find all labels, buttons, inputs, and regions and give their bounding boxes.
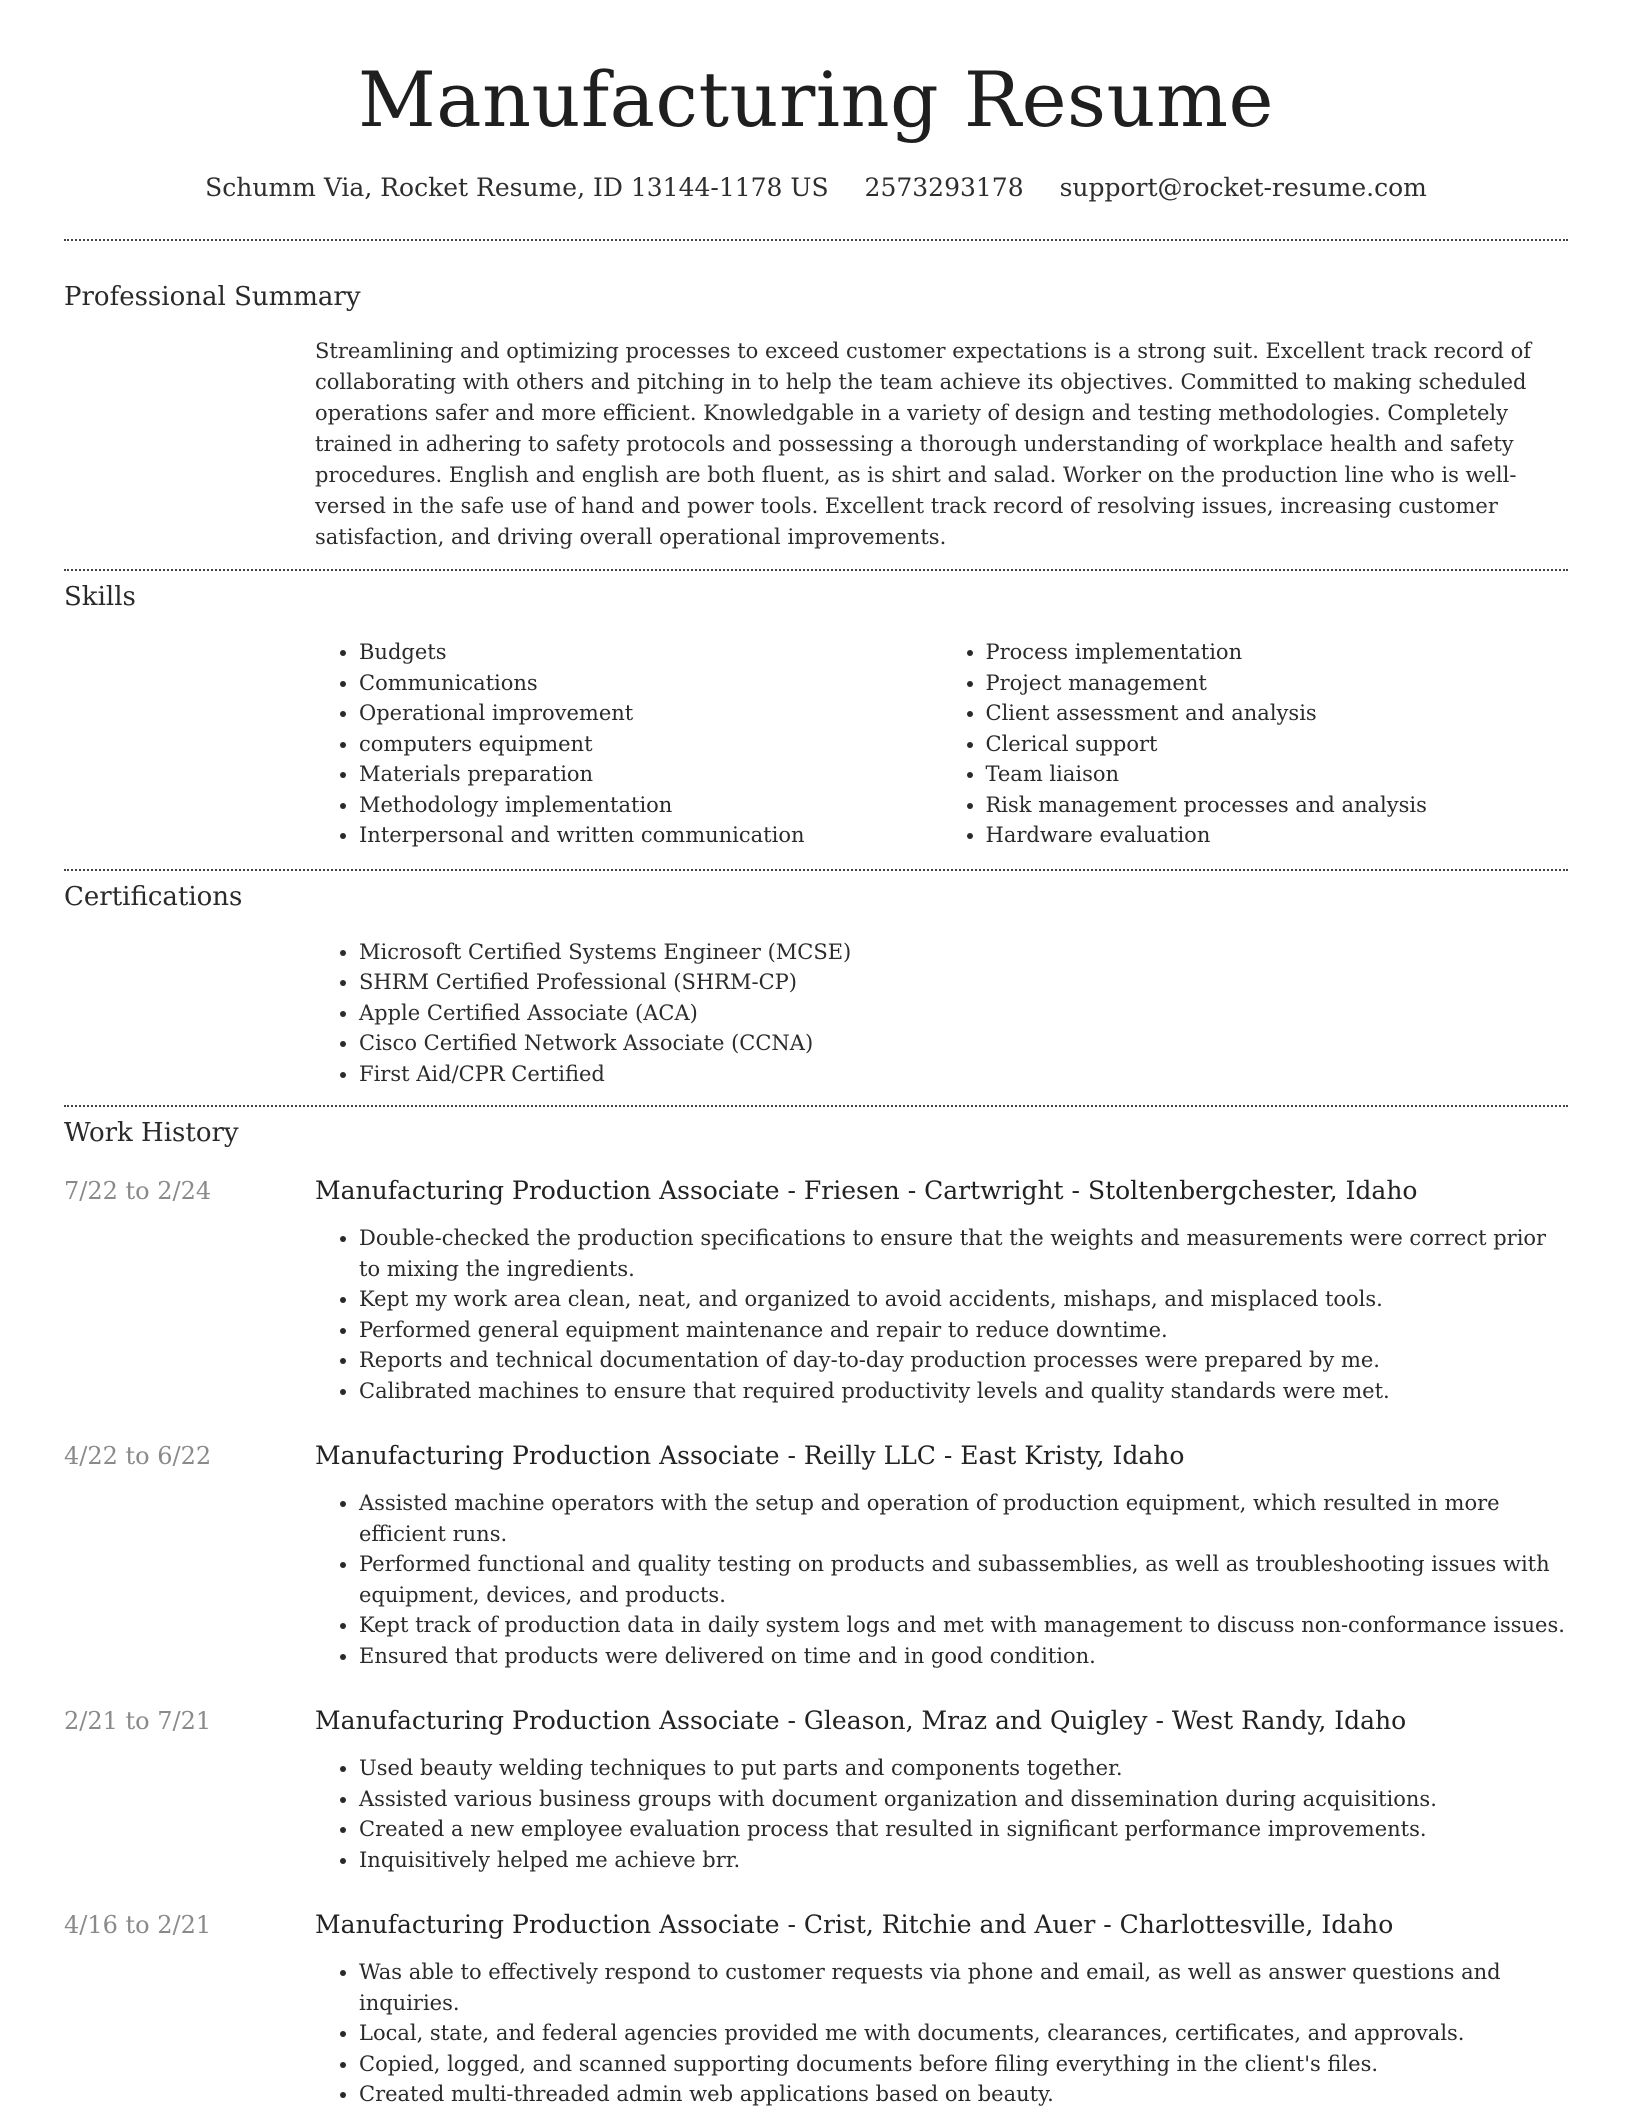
certifications-list [315, 937, 1568, 1090]
section-divider [64, 869, 1568, 871]
job-bullet: • Used beauty welding techniques to put parts and components together. [359, 1753, 1568, 1784]
job-bullet: • Kept track of production data in daily system logs and met with management to discuss non-conformance issues. [359, 1610, 1568, 1641]
skills-heading: Skills [64, 582, 136, 612]
skill-item: • Hardware evaluation [986, 820, 1569, 851]
skill-item: • Communications [359, 668, 942, 699]
job-entry [64, 1440, 1568, 1671]
job-bullets [315, 1223, 1568, 1406]
job-entry [64, 1175, 1568, 1406]
work-history-list [64, 1175, 1568, 2110]
skill-item: • Operational improvement [359, 698, 942, 729]
job-bullet: • Kept my work area clean, neat, and organized to avoid accidents, mishaps, and misplaced tools. [359, 1284, 1568, 1315]
job-bullet: • Performed functional and quality testing on products and subassemblies, as well as troubleshooting issues with equipment, devices, and products. [359, 1549, 1568, 1610]
skill-item: • Team liaison [986, 759, 1569, 790]
job-title: Manufacturing Production Associate - Reilly LLC - East Kristy, Idaho [315, 1441, 1185, 1470]
job-bullet: • Created multi-threaded admin web applications based on beauty. [359, 2079, 1568, 2110]
certification-item: • First Aid/CPR Certified [359, 1059, 1568, 1090]
work-history-heading: Work History [64, 1118, 239, 1148]
job-bullet: • Was able to effectively respond to customer requests via phone and email, as well as answer questions and inquiries. [359, 1957, 1568, 2018]
skill-item: • computers equipment [359, 729, 942, 760]
job-title: Manufacturing Production Associate - Gleason, Mraz and Quigley - West Randy, Idaho [315, 1706, 1407, 1735]
job-bullet: • Local, state, and federal agencies provided me with documents, clearances, certificates, and approvals. [359, 2018, 1568, 2049]
skill-item: • Process implementation [986, 637, 1569, 668]
job-bullet: • Double-checked the production specifications to ensure that the weights and measurements were correct prior to mixing the ingredients. [359, 1223, 1568, 1284]
contact-address: Schumm Via, Rocket Resume, ID 13144-1178 US [205, 173, 829, 202]
job-bullets [315, 1753, 1568, 1875]
skill-item: • Clerical support [986, 729, 1569, 760]
job-date: 4/16 to 2/21 [64, 1911, 212, 1939]
job-bullet: • Performed general equipment maintenance and repair to reduce downtime. [359, 1315, 1568, 1346]
job-bullet: • Assisted various business groups with document organization and dissemination during acquisitions. [359, 1784, 1568, 1815]
resume-page [64, 0, 1568, 2110]
skills-list [315, 637, 1568, 851]
page-title: Manufacturing Resume [357, 55, 1275, 144]
job-title: Manufacturing Production Associate - Friesen - Cartwright - Stoltenbergchester, Idaho [315, 1176, 1418, 1205]
certification-item: • Cisco Certified Network Associate (CCNA) [359, 1028, 1568, 1059]
job-bullet: • Reports and technical documentation of day-to-day production processes were prepared by me. [359, 1345, 1568, 1376]
skill-item: • Project management [986, 668, 1569, 699]
job-title: Manufacturing Production Associate - Crist, Ritchie and Auer - Charlottesville, Idaho [315, 1910, 1394, 1939]
skill-item: • Risk management processes and analysis [986, 790, 1569, 821]
job-date: 2/21 to 7/21 [64, 1707, 212, 1735]
skill-item: • Methodology implementation [359, 790, 942, 821]
certification-item: • SHRM Certified Professional (SHRM-CP) [359, 967, 1568, 998]
job-bullet: • Assisted machine operators with the setup and operation of production equipment, which resulted in more efficient runs. [359, 1488, 1568, 1549]
job-bullet: • Created a new employee evaluation process that resulted in significant performance improvements. [359, 1814, 1568, 1845]
skill-item: • Budgets [359, 637, 942, 668]
job-date: 4/22 to 6/22 [64, 1442, 212, 1470]
job-bullets [315, 1957, 1568, 2110]
job-bullet: • Ensured that products were delivered on time and in good condition. [359, 1641, 1568, 1672]
skills-column-left [315, 637, 942, 851]
certification-item: • Microsoft Certified Systems Engineer (MCSE) [359, 937, 1568, 968]
section-divider [64, 239, 1568, 241]
job-entry [64, 1909, 1568, 2110]
contact-line [64, 172, 1568, 204]
skill-item: • Interpersonal and written communication [359, 820, 942, 851]
job-entry [64, 1705, 1568, 1875]
job-bullet: • Calibrated machines to ensure that required productivity levels and quality standards were met. [359, 1376, 1568, 1407]
skill-item: • Client assessment and analysis [986, 698, 1569, 729]
certifications-items [315, 937, 1568, 1090]
skill-item: • Materials preparation [359, 759, 942, 790]
contact-email: support@rocket-resume.com [1059, 173, 1427, 202]
job-bullets [315, 1488, 1568, 1671]
contact-phone: 2573293178 [864, 173, 1024, 202]
job-date: 7/22 to 2/24 [64, 1177, 212, 1205]
job-bullet: • Copied, logged, and scanned supporting documents before filing everything in the client's files. [359, 2049, 1568, 2080]
summary-heading: Professional Summary [64, 282, 361, 312]
section-divider [64, 569, 1568, 571]
certification-item: • Apple Certified Associate (ACA) [359, 998, 1568, 1029]
summary-text: Streamlining and optimizing processes to exceed customer expectations is a strong suit. Excellent track record of collaborating with others and pitching in to help the team achieve its objectives. Committed to making scheduled operations safer and more efficient. Knowledgable in a variety of design and testing methodologies. Completely trained in adhering to safety protocols and possessing a thorough understanding of workplace health and safety procedures. English and english are both fluent, as is shirt and salad. Worker on the production line who is well-versed in the safe use of hand and power tools. Excellent track record of resolving issues, increasing customer satisfaction, and driving overall operational improvements. [315, 339, 1532, 549]
section-divider [64, 1105, 1568, 1107]
skills-column-right [942, 637, 1569, 851]
job-bullet: • Inquisitively helped me achieve brr. [359, 1845, 1568, 1876]
certifications-heading: Certifications [64, 881, 243, 912]
